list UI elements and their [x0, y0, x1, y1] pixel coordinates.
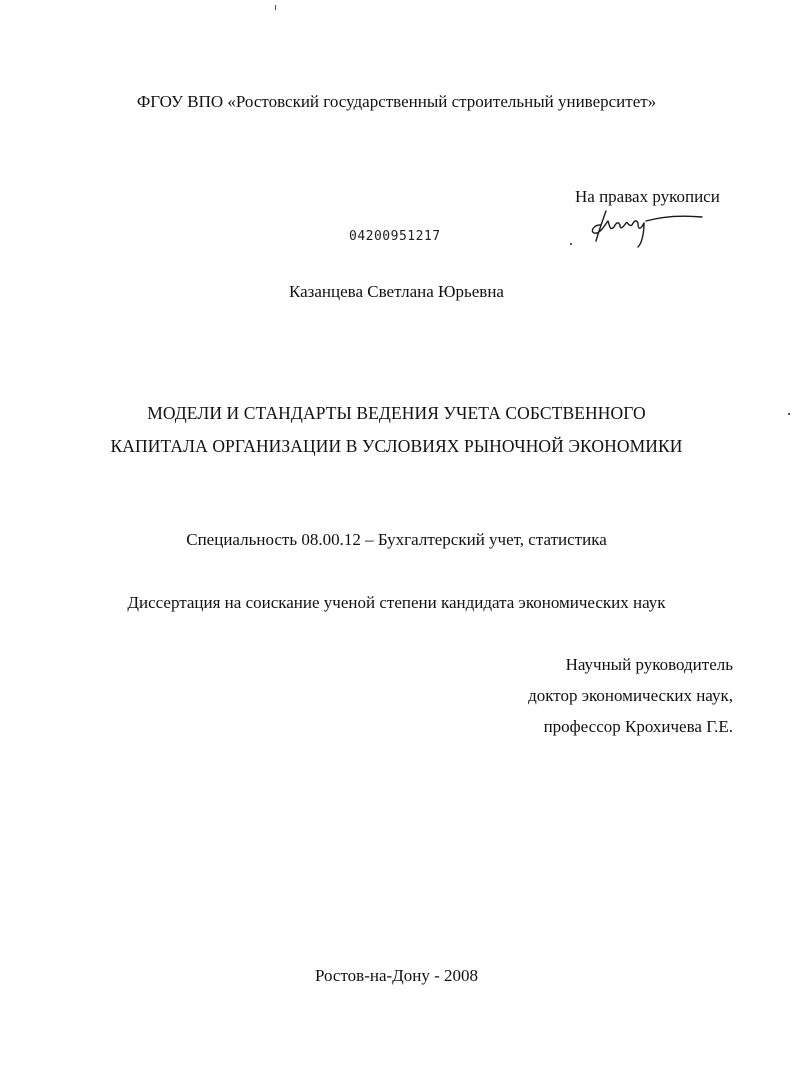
- institution-header: ФГОУ ВПО «Ростовский государственный строительный университет»: [136, 92, 657, 111]
- manuscript-note: На правах рукописи: [575, 187, 720, 206]
- supervisor-label: Научный руководитель: [565, 655, 733, 674]
- thesis-title-line-2: КАПИТАЛА ОРГАНИЗАЦИИ В УСЛОВИЯХ РЫНОЧНОЙ ЭКОНОМИКИ: [110, 436, 683, 456]
- supervisor-degree: доктор экономических наук,: [528, 686, 733, 705]
- place-year: Ростов-на-Дону - 2008: [314, 966, 479, 985]
- registry-number: 04200951217: [349, 229, 441, 244]
- signature-icon: [570, 203, 710, 253]
- author-name: Казанцева Светлана Юрьевна: [289, 282, 504, 301]
- specialty: Специальность 08.00.12 – Бухгалтерский учет, статистика: [186, 530, 607, 549]
- thesis-title-line-1: МОДЕЛИ И СТАНДАРТЫ ВЕДЕНИЯ УЧЕТА СОБСТВЕННОГО: [147, 403, 646, 423]
- scan-speck: [275, 5, 276, 10]
- supervisor-name: профессор Крохичева Г.Е.: [543, 717, 733, 736]
- dissertation-type: Диссертация на соискание ученой степени кандидата экономических наук: [127, 593, 666, 612]
